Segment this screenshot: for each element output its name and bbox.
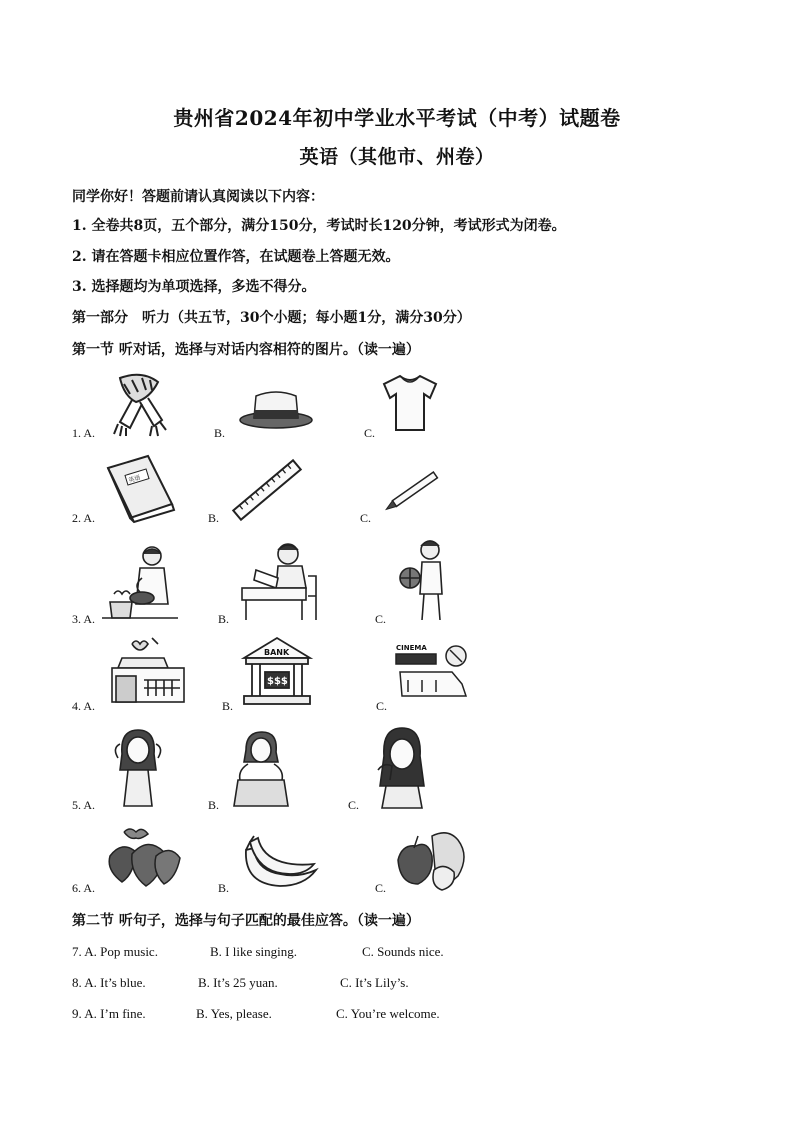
- answer-option: 7. A. Pop music.: [72, 944, 158, 959]
- cinema-icon: [392, 640, 472, 706]
- part1-heading: 第一部分 听力（共五节，30个小题；每小题1分，满分30分）: [72, 310, 471, 326]
- question-label: 6. A.: [72, 881, 96, 895]
- girl-neck-icon: [228, 730, 292, 808]
- option-label: B.: [208, 798, 220, 812]
- option-label: B.: [218, 881, 230, 895]
- question-label: 3. A.: [72, 612, 96, 626]
- option-label: B.: [218, 612, 230, 626]
- book-icon: [104, 452, 176, 522]
- section2-heading: 第二节 听句子，选择与句子匹配的最佳应答。（读一遍）: [72, 913, 420, 929]
- question-label: 2. A.: [72, 511, 96, 525]
- t-shirt-icon: [380, 372, 440, 434]
- girl-headache-icon: [110, 726, 166, 808]
- answer-option: C. Sounds nice.: [362, 944, 444, 959]
- page-title: 贵州省2024年初中学业水平考试（中考）试题卷: [173, 106, 621, 130]
- apples-icon: [392, 826, 472, 894]
- answer-option: C. You’re welcome.: [336, 1006, 440, 1021]
- shop-icon: [108, 636, 188, 706]
- option-label: C.: [375, 612, 387, 626]
- strawberries-icon: [104, 826, 184, 890]
- option-label: B.: [214, 426, 226, 440]
- reading-boy-icon: [238, 540, 320, 622]
- pencil-icon: [380, 466, 446, 514]
- book-label: 英语: [127, 474, 142, 485]
- question-label: 5. A.: [72, 798, 96, 812]
- bank-label: BANK: [264, 648, 290, 657]
- option-label: C.: [376, 699, 388, 713]
- cinema-label: CINEMA: [396, 644, 427, 652]
- instruction-item: 1. 全卷共8页，五个部分，满分150分，考试时长120分钟，考试形式为闭卷。: [72, 218, 566, 234]
- option-label: C.: [375, 881, 387, 895]
- bank-icon: [240, 634, 314, 708]
- ruler-icon: [230, 458, 304, 522]
- hat-icon: [236, 384, 316, 434]
- instruction-item: 3. 选择题均为单项选择，多选不得分。: [72, 279, 316, 295]
- option-label: C.: [348, 798, 360, 812]
- bank-sign: $$$: [267, 676, 288, 687]
- instruction-item: 2. 请在答题卡相应位置作答，在试题卷上答题无效。: [72, 249, 400, 265]
- option-label: C.: [360, 511, 372, 525]
- answer-option: C. It’s Lily’s.: [340, 975, 409, 990]
- answer-option: 8. A. It’s blue.: [72, 975, 146, 990]
- instructions-greeting: 同学你好！答题前请认真阅读以下内容：: [72, 189, 324, 205]
- option-label: B.: [222, 699, 234, 713]
- option-label: C.: [364, 426, 376, 440]
- girl-toothache-icon: [370, 726, 430, 810]
- answer-option: B. I like singing.: [210, 944, 298, 959]
- question-label: 1. A.: [72, 426, 96, 440]
- basketball-boy-icon: [396, 538, 452, 622]
- answer-option: B. Yes, please.: [196, 1006, 272, 1021]
- scarf-icon: [102, 372, 172, 438]
- bananas-icon: [240, 830, 320, 890]
- cooking-boy-icon: [102, 542, 182, 622]
- section1-heading: 第一节 听对话，选择与对话内容相符的图片。（读一遍）: [72, 342, 420, 358]
- question-label: 4. A.: [72, 699, 96, 713]
- answer-option: B. It’s 25 yuan.: [198, 975, 278, 990]
- page-subtitle: 英语（其他市、州卷）: [299, 146, 495, 168]
- option-label: B.: [208, 511, 220, 525]
- answer-option: 9. A. I’m fine.: [72, 1006, 146, 1021]
